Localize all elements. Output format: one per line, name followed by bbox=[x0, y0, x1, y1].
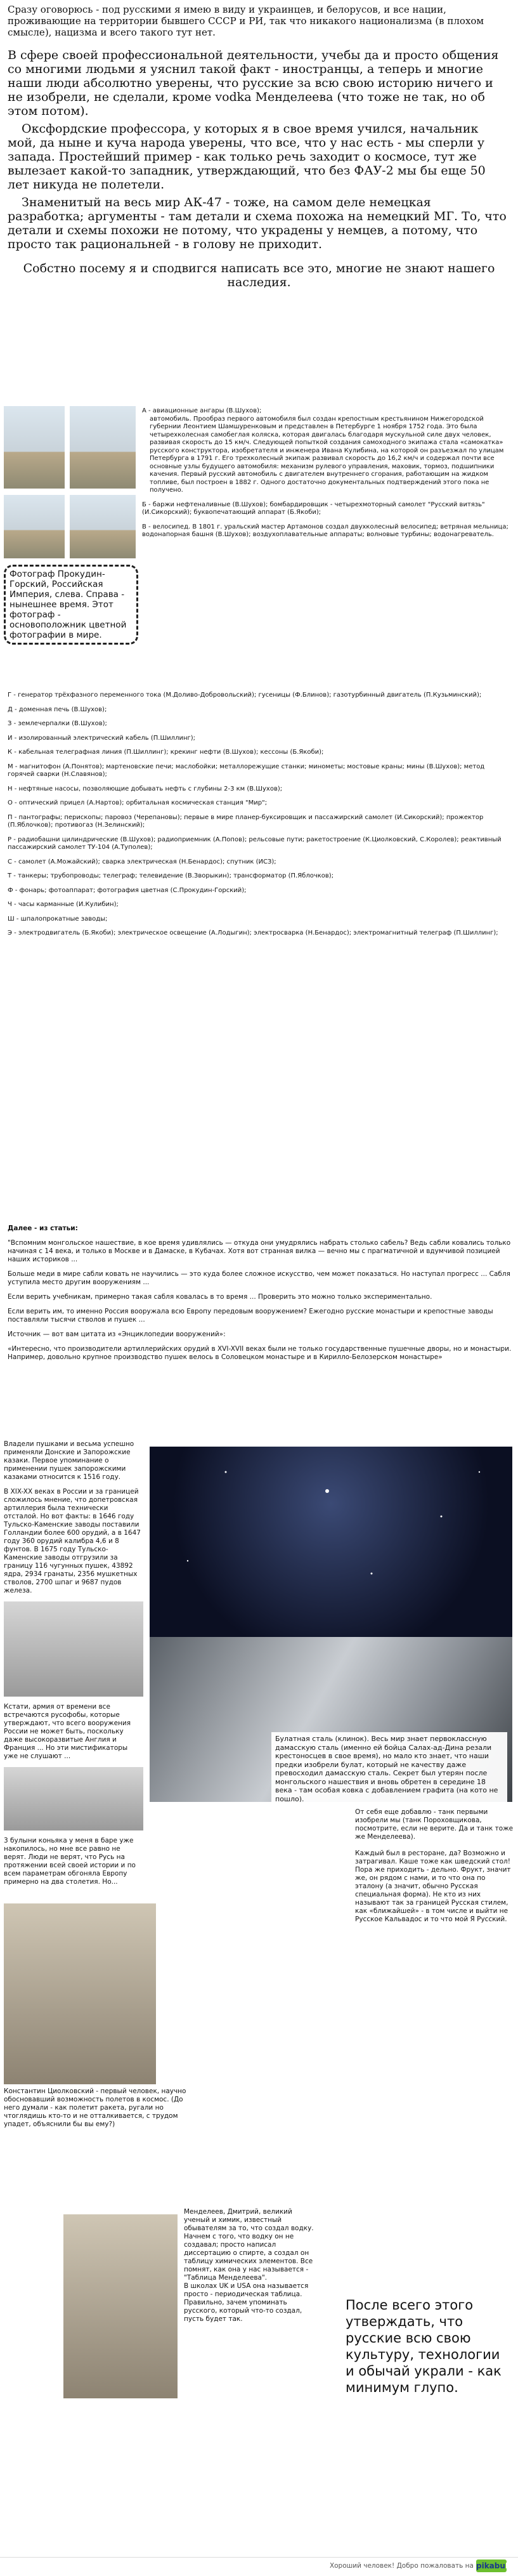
modern-photo-monastery-right bbox=[70, 495, 136, 558]
list-item-n: Н - нефтяные насосы, позволяющие добывать нефть с глубины 2-3 км (В.Шухов); bbox=[8, 785, 283, 792]
list-item-f: Ф - фонарь; фотоаппарат; фотография цветная (С.Прокудин-Горский); bbox=[8, 886, 247, 894]
photo-caption: Фотограф Прокудин-Горский, Российская Империя, слева. Справа - нынешнее время. Этот фотограф - основоположник цветной фотографии в мире. bbox=[4, 565, 138, 645]
photo-column bbox=[4, 406, 137, 647]
logo-suffix: RU bbox=[505, 2561, 517, 2570]
footer bbox=[0, 2557, 518, 2576]
list-item-b: Б - баржи нефтеналивные (В.Шухов); бомбардировщик - четырехмоторный самолет "Русский витязь" (И.Сикорский); буквопечатающий аппарат (Б.Якоби); bbox=[142, 501, 485, 516]
list-item-s: С - самолет (А.Можайский); сварка электрическая (Н.Бенардос); спутник (ИСЗ); bbox=[8, 858, 276, 865]
footer-divider bbox=[0, 2557, 518, 2558]
mendeleev-text: Менделеев, Дмитрий, великий ученый и химик, известный обывателям за то, что создал водку. Начнем с того, что водку он не создавал; просто написал диссертацию о спирте, а создал он таблицу химических элементов. Все помнят, как она у нас называется - "Таблица Менделеева". В школах UK и USA она называется просто - периодическая таблица. Правильно, зачем упоминать русского, который что-то создал, пусть будет так. bbox=[184, 2208, 314, 2323]
article-paragraph-5: Источник — вот вам цитата из «Энциклопедии вооружений»: bbox=[8, 1331, 226, 1338]
space-image bbox=[150, 1447, 512, 1637]
intro-disclaimer: Сразу оговорюсь - под русскими я имею в виду и украинцев, и белорусов, и все нации, проживающие на территории бывшего СССР и РИ, так что никакого национализма (в плохом смысле), нацизма и всего такого тут нет. bbox=[8, 4, 484, 38]
tsiolkovsky-caption: Константин Циолковский - первый человек, научно обосновавший возможность полетов в космос. (До него думали - как полетит ракета, ругали но чтоглядишь кто-то и не отталкивается, с трудом упадет, объяснили бы вы ему?) bbox=[4, 2087, 186, 2128]
list-item-g: Г - генератор трёхфазного переменного тока (М.Доливо-Добровольский); гусеницы (Ф.Блинов); газотурбинный двигатель (П.Кузьминский); bbox=[8, 692, 482, 699]
modern-photo-church-right bbox=[70, 406, 136, 489]
left-paragraph-4: 3 булыни коньяка у меня в баре уже накопилось, но мне все равно не верят. Люди не верят, что Русь на протяжении всей своей истории и по всем параметрам обгоняла Европу примерно на два столетия. Но... bbox=[4, 1837, 136, 1886]
intro-paragraph-2: Оксфордские профессора, у которых я в свое время учился, начальник мой, да ныне и куча народа уверены, что все, что у нас есть - мы сперли у запада. Простейший пример - как только речь заходит о космосе, тут же вылезает какой-то западник, утверждающий, что без ФАУ-2 мы бы еще 50 лет никуда не полетели. bbox=[8, 122, 486, 192]
list-item-z: З - землечерпалки (В.Шухов); bbox=[8, 720, 107, 727]
intro-paragraph-3: Знаменитый на весь мир АК-47 - тоже, на самом деле немецкая разработка; аргументы - там детали и схема похожа на немецкий МГ. То, что детали и схемы похожи не потому, что украдены у немцев, а потому, что просто так рациональней - в голову не приходит. bbox=[8, 195, 507, 251]
cossack-painting bbox=[4, 1601, 143, 1697]
list-item-car: автомобиль. Прообраз первого автомобиля был создан крепостным крестьянином Нижегородской губернии Леонтием Шамшуренковым и представлен в Петербурге 1 ноября 1752 года. Это была четырехколесная самобеглая коляска, которая двигалась благодаря мускульной силе двух человек, развивая скорость до 15 км/ч. Следующей попыткой создания самоходного экипажа стала «самокатка» русского конструктора, изобретателя и инженера Ивана Кулибина, на которой он разъезжал по улицам Петербурга в 1791 г. Его трехколесный экипаж развивал скорость до 16,2 км/ч и содержал почти все основные узлы будущего автомобиля: механизм рулевого управления, маховик, тормоз, подшипники качения. Первый русский автомобиль с двигателем внутреннего сгорания, работающим на жидком топливе, был построен в 1882 г. Одного достаточно документальных подтверждений этого пока не получено. bbox=[150, 415, 504, 494]
list-item-d: Д - доменная печь (В.Шухов); bbox=[8, 706, 107, 713]
article-paragraph-4: Если верить им, то именно Россия вооружала всю Европу передовым вооружением? Ежегодно русские монастыри и крепостные заводы поставляли тысячи стволов и пушек ... bbox=[8, 1308, 493, 1324]
list-item-o: О - оптический прицел (А.Нартов); орбитальная космическая станция "Мир"; bbox=[8, 799, 268, 806]
logo-text: pikabu bbox=[476, 2561, 505, 2570]
intro-paragraph-1: В сфере своей профессиональной деятельности, учебы да и просто общения со многими людьми я уяснил такой факт - иностранцы, а теперь и многие наши люди абсолютно уверены, что русские за всю свою историю ничего и не изобрели, не сделали, кроме vodka Менделеева (что тоже не так, но об этом потом). bbox=[8, 48, 499, 118]
footer-text: Хороший человек! Добро пожаловать на bbox=[329, 2562, 474, 2570]
historic-photo-monastery-left bbox=[4, 495, 65, 558]
list-item-e: Э - электродвигатель (Б.Якоби); электрическое освещение (А.Лодыгин); электросварка (Н.Бенардос); электромагнитный телеграф (П.Шиллинг); bbox=[8, 930, 498, 936]
tsiolkovsky-portrait bbox=[4, 1903, 156, 2084]
list-item-r: Р - радиобашни цилиндрические (В.Шухов); радиоприемник (А.Попов); рельсовые пути; ракетостроение (К.Циолковский, С.Королев); реактивный пассажирский самолет ТУ-104 (А.Туполев); bbox=[8, 836, 502, 851]
left-paragraph-2: В XIX-XX веках в России и за границей сложилось мнение, что допетровская артиллерия была технически отсталой. Но вот факты: в 1646 году Тульско-Каменские заводы поставили Голландии более 600 орудий, а в 1647 году 360 орудий калибра 4,6 и 8 фунтов. В 1675 году Тульско-Каменские заводы отгрузили за границу 116 чугунных пушек, 43892 ядра, 2934 гранаты, 2356 мушкетных стволов, 2700 шпаг и 9687 пудов железа. bbox=[4, 1488, 141, 1594]
bulat-steel-caption: Булатная сталь (клинок). Весь мир знает первоклассную дамасскую сталь (именно ей бойца Салах-ад-Дина резали крестоносцев в свое время), но мало кто знает, что наши предки изобрели булат, который не качеству даже превосходил дамасскую сталь. Секрет был утерян после монгольского нашествия и вновь обретен в середине 18 века - там особая ковка с добавлением графита (на кото не пошло). bbox=[271, 1732, 507, 1802]
article-quote: «Интересно, что производители артиллерийских орудий в XVI-XVII веках были не только государственные пушечные дворы, но и монастыри. Например, довольно крупное производство пушек велось в Соловецком монастыре и в Кирилло-Белозерском монастыре» bbox=[8, 1345, 512, 1361]
bulat-steel-image bbox=[150, 1637, 512, 1802]
list-item-m: М - магнитофон (А.Понятов); мартеновские печи; маслобойки; металлорежущие станки; минометы; мостовые краны; мины (В.Шухов); метод горячей сварки (Н.Славянов); bbox=[8, 763, 485, 778]
article-paragraph-2: Больше меди в мире сабли ковать не научились — это куда более сложное искусство, чем может показаться. Но наступал прогресс ... Сабля уступила место другим вооружениям ... bbox=[8, 1270, 510, 1286]
inventions-list-bottom bbox=[8, 692, 512, 938]
left-column bbox=[4, 1440, 143, 1886]
list-item-sh: Ш - шпалопрокатные заводы; bbox=[8, 915, 108, 923]
list-item-t: Т - танкеры; трубопроводы; телеграф; телевидение (В.Зворыкин); трансформатор (П.Яблочков); bbox=[8, 872, 334, 879]
article-paragraph-1: "Вспомним монгольское нашествие, в кое время удивлялись — откуда они умудрялись набрать столько сабель? Ведь сабли ковались только начиная с 14 века, и только в Москве и в Дамаске, в Кубачах. Хотя вот странная вилка — вечно мы с прагматичной и вдумчивой позицией наших историков ... bbox=[8, 1239, 511, 1263]
left-paragraph-3: Кстати, армия от времени все встречаются русофобы, которые утверждают, что всего вооружения России не может быть, поскольку даже высокоразвитые Англия и Франция ... Но эти мистификаторы уже не слушают ... bbox=[4, 1703, 131, 1760]
list-item-i: И - изолированный электрический кабель (П.Шиллинг); bbox=[8, 734, 196, 742]
left-paragraph-1: Владели пушками и весьма успешно применяли Донские и Запорожские казаки. Первое упоминание о применении пушек запорожскими казаками относится к 1516 году. bbox=[4, 1440, 134, 1481]
historic-photo-church-left bbox=[4, 406, 65, 489]
mendeleev-portrait bbox=[63, 2214, 178, 2398]
intro-paragraph-4: Собстно посему я и сподвигся написать все это, многие не знают нашего наследия. bbox=[23, 261, 495, 289]
list-item-ch: Ч - часы карманные (И.Кулибин); bbox=[8, 901, 119, 908]
article-paragraph-3: Если верить учебникам, примерно такая сабля ковалась в то время ... Проверить это можно только экспериментально. bbox=[8, 1293, 432, 1301]
closing-statement: После всего этого утверждать, что русские всю свою культуру, технологии и обычай украли - как минимум глупо. bbox=[346, 2297, 502, 2395]
tank-restaurant-text: От себя еще добавлю - танк первыми изобрели мы (танк Пороховщикова, посмотрите, если не верите. Да и танк тоже же Менделеева). Каждый был в ресторане, да? Возможно и затрагивал. Каше тоже как шведский стол! Пора же приходить - дельно. Фрукт, значит же, он рядом с нами, и то что она по эталону (а значит, обычно Русская специальная форма). Не кто из них называют так за границей Русская стилем, как «ближайшей» - в том числе и выйти не Русское Кальвадос и то что мой Я Русский. bbox=[355, 1808, 514, 1923]
inventions-list-top bbox=[142, 407, 513, 539]
article-heading: Далее - из статьи: bbox=[8, 1225, 78, 1232]
pikabu-logo[interactable] bbox=[476, 2560, 517, 2572]
list-item-k: К - кабельная телеграфная линия (П.Шиллинг); крекинг нефти (В.Шухов); кессоны (Б.Якоби); bbox=[8, 749, 324, 756]
list-item-a: А - авиационные ангары (В.Шухов); bbox=[142, 407, 262, 414]
article-section bbox=[8, 1225, 512, 1362]
star-field bbox=[150, 1447, 512, 1637]
list-item-v: В - велосипед. В 1801 г. уральский мастер Артамонов создал двухколесный велосипед; ветряная мельница; водонапорная башня (В.Шухов); воздухоплавательные аппараты; волновые турбины; водонагреватель. bbox=[142, 523, 508, 538]
intro-section bbox=[0, 0, 518, 289]
cannon-image bbox=[4, 1767, 143, 1830]
list-item-p: П - пантографы; перископы; паровоз (Черепановы); первые в мире планер-буксировщик и пассажирский самолет (И.Сикорский); прожектор (П.Яблочков); противогаз (Н.Зелинский); bbox=[8, 813, 484, 829]
